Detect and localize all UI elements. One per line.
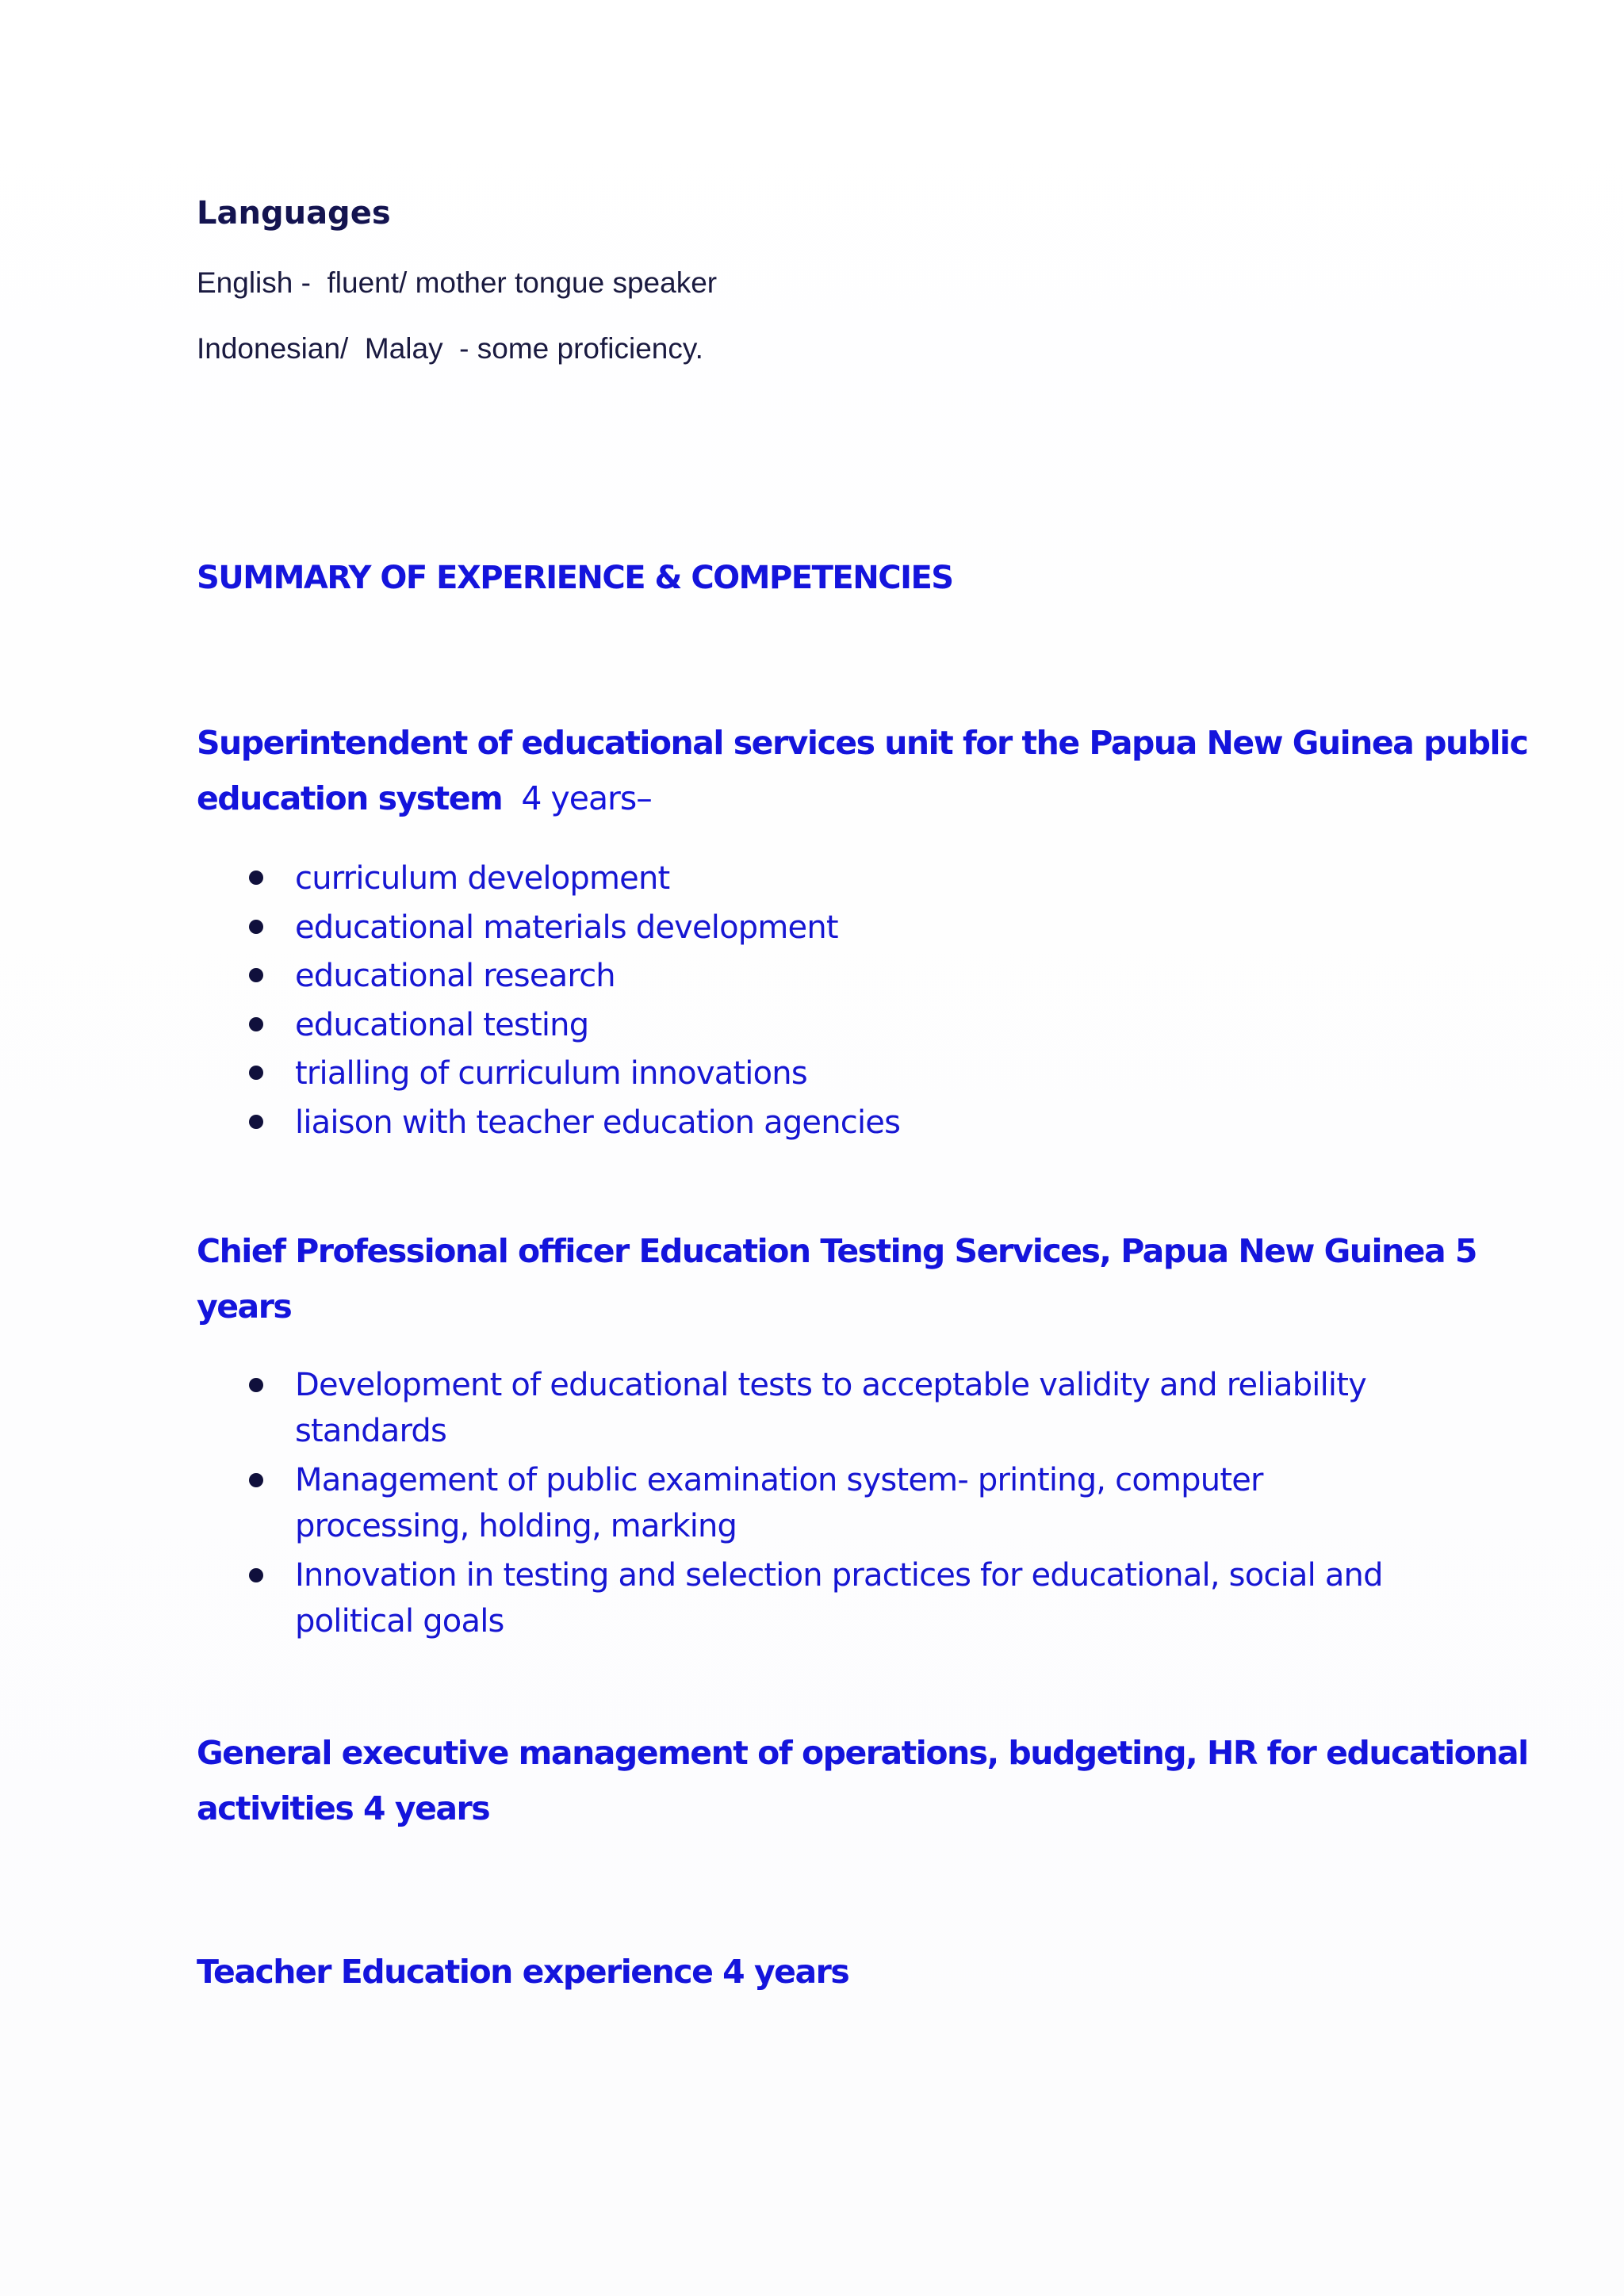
role-title-superintendent [197,715,1527,826]
list-item [241,904,1438,953]
list-item [241,1362,1438,1454]
list-item [241,952,1438,1001]
role-title-line: activities 4 years [197,1789,490,1827]
role-duration: 4 years– [502,779,652,817]
role-title-bold-part: education system [197,779,503,817]
bullet-icon [249,1568,263,1582]
superintendent-duties-list [241,855,1438,1147]
bullet-icon [249,1378,263,1392]
role-title-line [197,771,1527,826]
list-item-text: educational research [295,958,615,994]
list-item [241,1001,1438,1050]
list-item-text: Innovation in testing and selection practices for educational, social and political goals [295,1557,1383,1640]
bullet-icon [249,871,263,885]
languages-heading: Languages [197,195,391,232]
list-item [241,855,1438,904]
chief-officer-duties-list [241,1362,1438,1647]
list-item [241,1099,1438,1148]
list-item [241,1457,1438,1549]
bullet-icon [249,1115,263,1129]
role-title-line: General executive management of operations, budgeting, HR for educational [197,1734,1528,1772]
list-item-text: Management of public examination system- printing, computer processing, holding, marking [295,1462,1263,1544]
list-item-text: educational testing [295,1006,589,1043]
list-item-text: trialling of curriculum innovations [295,1055,807,1092]
bullet-icon [249,1473,263,1487]
list-item-text: educational materials development [295,909,838,946]
role-title-line: Superintendent of educational services unit for the Papua New Guinea public [197,724,1528,762]
bullet-icon [249,968,263,982]
role-title-chief-professional-officer [197,1223,1477,1334]
role-title-teacher-education [197,1944,848,1999]
role-title-general-executive [197,1725,1528,1836]
bullet-icon [249,1066,263,1080]
list-item [241,1552,1438,1644]
list-item-text: curriculum development [295,860,670,897]
role-title-line: years [197,1288,292,1326]
summary-title: SUMMARY OF EXPERIENCE & COMPETENCIES [197,560,953,596]
language-indonesian: Indonesian/ Malay - some proficiency. [197,332,703,365]
list-item-text: Development of educational tests to acceptable validity and reliability standards [295,1367,1366,1449]
bullet-icon [249,1017,263,1031]
language-english: English - fluent/ mother tongue speaker [197,266,718,299]
role-title-line: Chief Professional officer Education Testing Services, Papua New Guinea 5 [197,1232,1477,1270]
list-item [241,1050,1438,1099]
role-title-line: Teacher Education experience 4 years [197,1953,849,1991]
bullet-icon [249,920,263,934]
list-item-text: liaison with teacher education agencies [295,1104,901,1141]
